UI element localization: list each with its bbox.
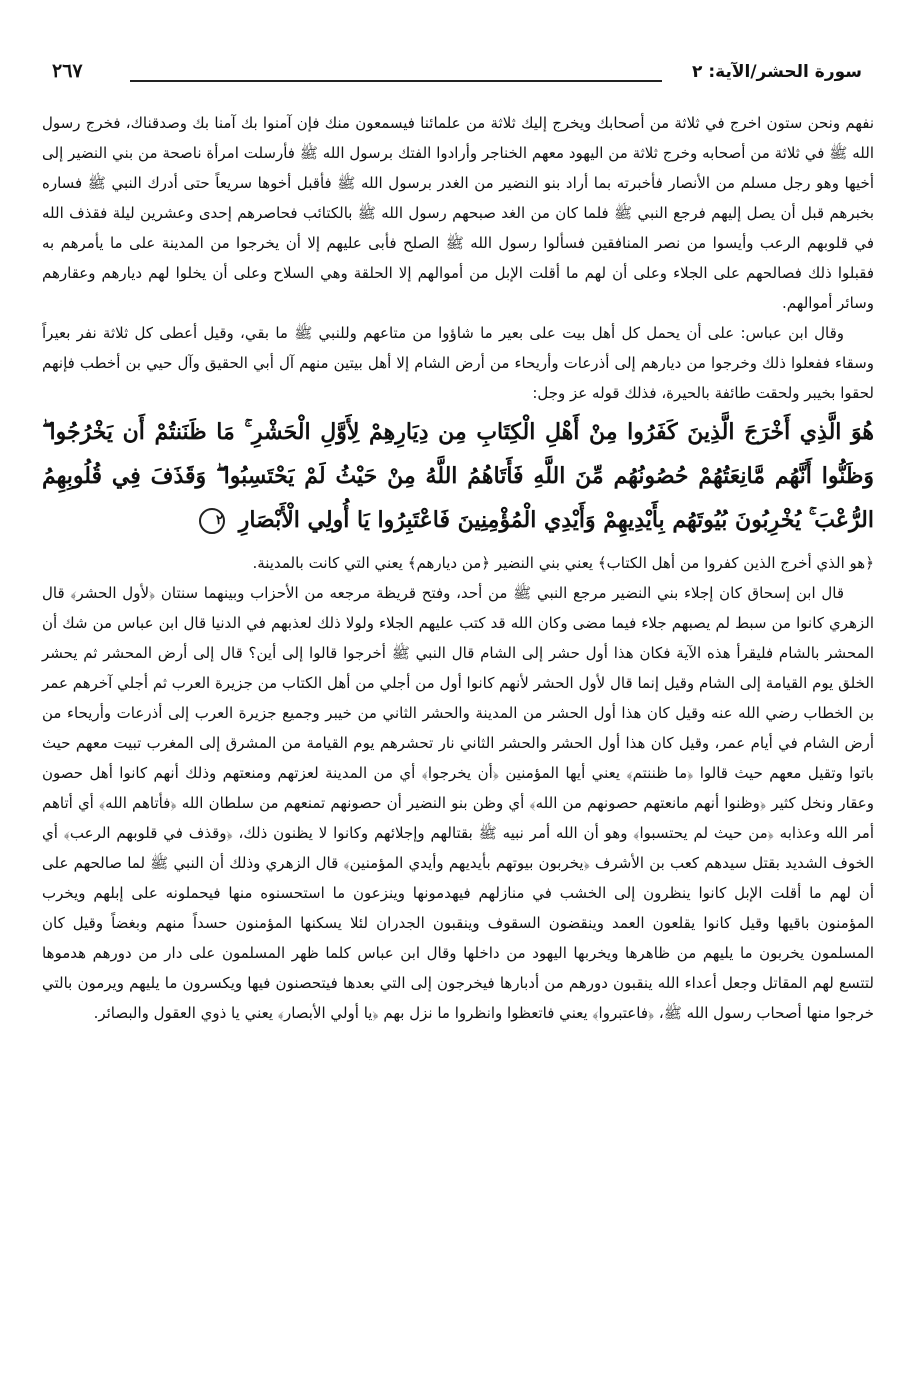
paragraph-narration: نفهم ونحن ستون اخرج في ثلاثة من أصحابك ويخرج إليك ثلاثة من علمائنا فيسمعون منك فإن آمنوا بك آمنا بك وصدقناك، فخرج رسول الله ﷺ في ثلاثة من أصحابه وخرج ثلاثة من اليهود معهم الخناجر وأرادوا الفتك برسول الله ﷺ فأرسلت امرأة ناصحة من بني النضير إلى أخيها وهو رجل مسلم من الأنصار فأخبرته بما أراد بنو النضير من الغدر برسول الله ﷺ فأقبل أخوها سريعاً حتى أدرك النبي ﷺ فساره بخبرهم قبل أن يصل إليهم فرجع النبي ﷺ فلما كان من الغد صبحهم رسول الله ﷺ بالكتائب فحاصرهم إحدى وعشرين ليلة فقذف الله في قلوبهم الرعب وأيسوا من نصر المنافقين فسألوا رسول الله ﷺ الصلح فأبى عليهم إلا أن يخرجوا من المدينة على ما يأمرهم به فقبلوا ذلك فصالحهم على الجلاء وعلى أن لهم ما أقلت الإبل من أموالهم إلا الحلقة وهي السلاح وعلى أن يخلوا لهم ديارهم وعقارهم وسائر أموالهم. (42, 114, 874, 312)
paragraph-ibn-abbas: وقال ابن عباس: على أن يحمل كل أهل بيت على بعير ما شاؤوا من متاعهم وللنبي ﷺ ما بقي، وقيل أعطى كل ثلاثة نفر بعيراً وسقاء ففعلوا ذلك وخرجوا من ديارهم إلى أذرعات وأريحاء من أرض الشام إلا أهل بيتين منهم آل أبي الحقيق وآل حيي بن أخطب فإنهم لحقوا بخيبر ولحقت طائفة بالحيرة، فذلك قوله عز وجل: (42, 324, 874, 402)
paragraph-tafsir: قال ابن إسحاق كان إجلاء بني النضير مرجع النبي ﷺ من أحد، وفتح قريظة مرجعه من الأحزاب وبينهما سنتان ﴿لأول الحشر﴾ قال الزهري كانوا من سبط لم يصبهم جلاء فيما مضى وكان الله قد كتب عليهم الجلاء ولولا ذلك لعذبهم في الدنيا قال ابن عباس من شك أن المحشر بالشام فليقرأ هذه الآية فكان هذا أول حشر إلى الشام قال النبي ﷺ أخرجوا قالوا إلى أين؟ قال إلى أرض المحشر ثم يحشر الخلق يوم القيامة إلى الشام وقيل إنما قال لأول الحشر لأنهم كانوا أول من أجلي من أهل الكتاب من جزيرة العرب ثم أجلي آخرهم عمر بن الخطاب رضي الله عنه وقيل كان هذا أول الحشر من المدينة والحشر الثاني من خيبر وجميع جزيرة العرب إلى أذرعات وأريحاء من أرض الشام في أيام عمر، وقيل كان هذا أول الحشر والحشر الثاني نار تحشرهم يوم القيامة من المشرق إلى المغرب تبيت معهم حيث باتوا وتقيل معهم حيث قالوا ﴿ما ظننتم﴾ يعني أيها المؤمنين ﴿أن يخرجوا﴾ أي من المدينة لعزتهم ومنعتهم وذلك أنهم كانوا أهل حصون وعقار ونخل كثير ﴿وظنوا أنهم مانعتهم حصونهم من الله﴾ أي وظن بنو النضير أن حصونهم تمنعهم من سلطان الله ﴿فأتاهم الله﴾ أي أتاهم أمر الله وعذابه ﴿من حيث لم يحتسبوا﴾ وهو أن الله أمر نبيه ﷺ بقتالهم وإجلائهم وكانوا لا يظنون ذلك، ﴿وقذف في قلوبهم الرعب﴾ أي الخوف الشديد بقتل سيدهم كعب بن الأشرف ﴿يخربون بيوتهم بأيديهم وأيدي المؤمنين﴾ قال الزهري وذلك أن النبي ﷺ لما صالحهم على أن لهم ما أقلت الإبل كانوا ينظرون إلى الخشب في منازلهم فيهدمونها وينزعون ما استحسنوه منها فيحملونه على إبلهم ويخرب المؤمنون باقيها وقيل كانوا يقلعون العمد وينقضون السقوف وينقبون الجدران لئلا يسكنها المؤمنون حسداً منهم وبغضاً وقيل كان المسلمون يخربون ما يليهم من ظاهرها ويخربها اليهود من داخلها وقال ابن عباس كلما ظهر المسلمون على دار من دورهم هدموها لتتسع لهم المقاتل وجعل أعداء الله ينقبون دورهم من أدبارها فيخرجون إلى التي بعدها فيتحصنون فيها ويكسرون ما يليهم ويرمون بالتي خرجوا منها أصحاب رسول الله ﷺ، ﴿فاعتبروا﴾ يعني فاتعظوا وانظروا ما نزل بهم ﴿يا أولي الأبصار﴾ يعني يا ذوي العقول والبصائر. (42, 584, 874, 1022)
verse-number-marker: ٢ (199, 508, 225, 534)
surah-title: سورة الحشر/الآية: ٢ (692, 62, 862, 82)
quran-verse (42, 410, 874, 542)
page-number: ٢٦٧ (52, 60, 83, 82)
page-body (42, 108, 874, 1028)
header-rule (130, 80, 662, 82)
verse-text: هُوَ الَّذِي أَخْرَجَ الَّذِينَ كَفَرُوا مِنْ أَهْلِ الْكِتَابِ مِن دِيَارِهِمْ لِأَوَّلِ الْحَشْرِ ۚ مَا ظَنَنتُمْ أَن يَخْرُجُوا ۖ وَظَنُّوا أَنَّهُم مَّانِعَتُهُمْ حُصُونُهُم مِّنَ اللَّهِ فَأَتَاهُمُ اللَّهُ مِنْ حَيْثُ لَمْ يَحْتَسِبُوا ۖ وَقَذَفَ فِي قُلُوبِهِمُ الرُّعْبَ ۚ يُخْرِبُونَ بُيُوتَهُم بِأَيْدِيهِمْ وَأَيْدِي الْمُؤْمِنِينَ فَاعْتَبِرُوا يَا أُولِي الْأَبْصَارِ (42, 419, 874, 533)
paragraph-verse-gloss: ﴿هو الذي أخرج الذين كفروا من أهل الكتاب﴾ يعني بني النضير ﴿من ديارهم﴾ يعني التي كانت بالمدينة. (252, 554, 874, 572)
page-header (52, 58, 862, 92)
